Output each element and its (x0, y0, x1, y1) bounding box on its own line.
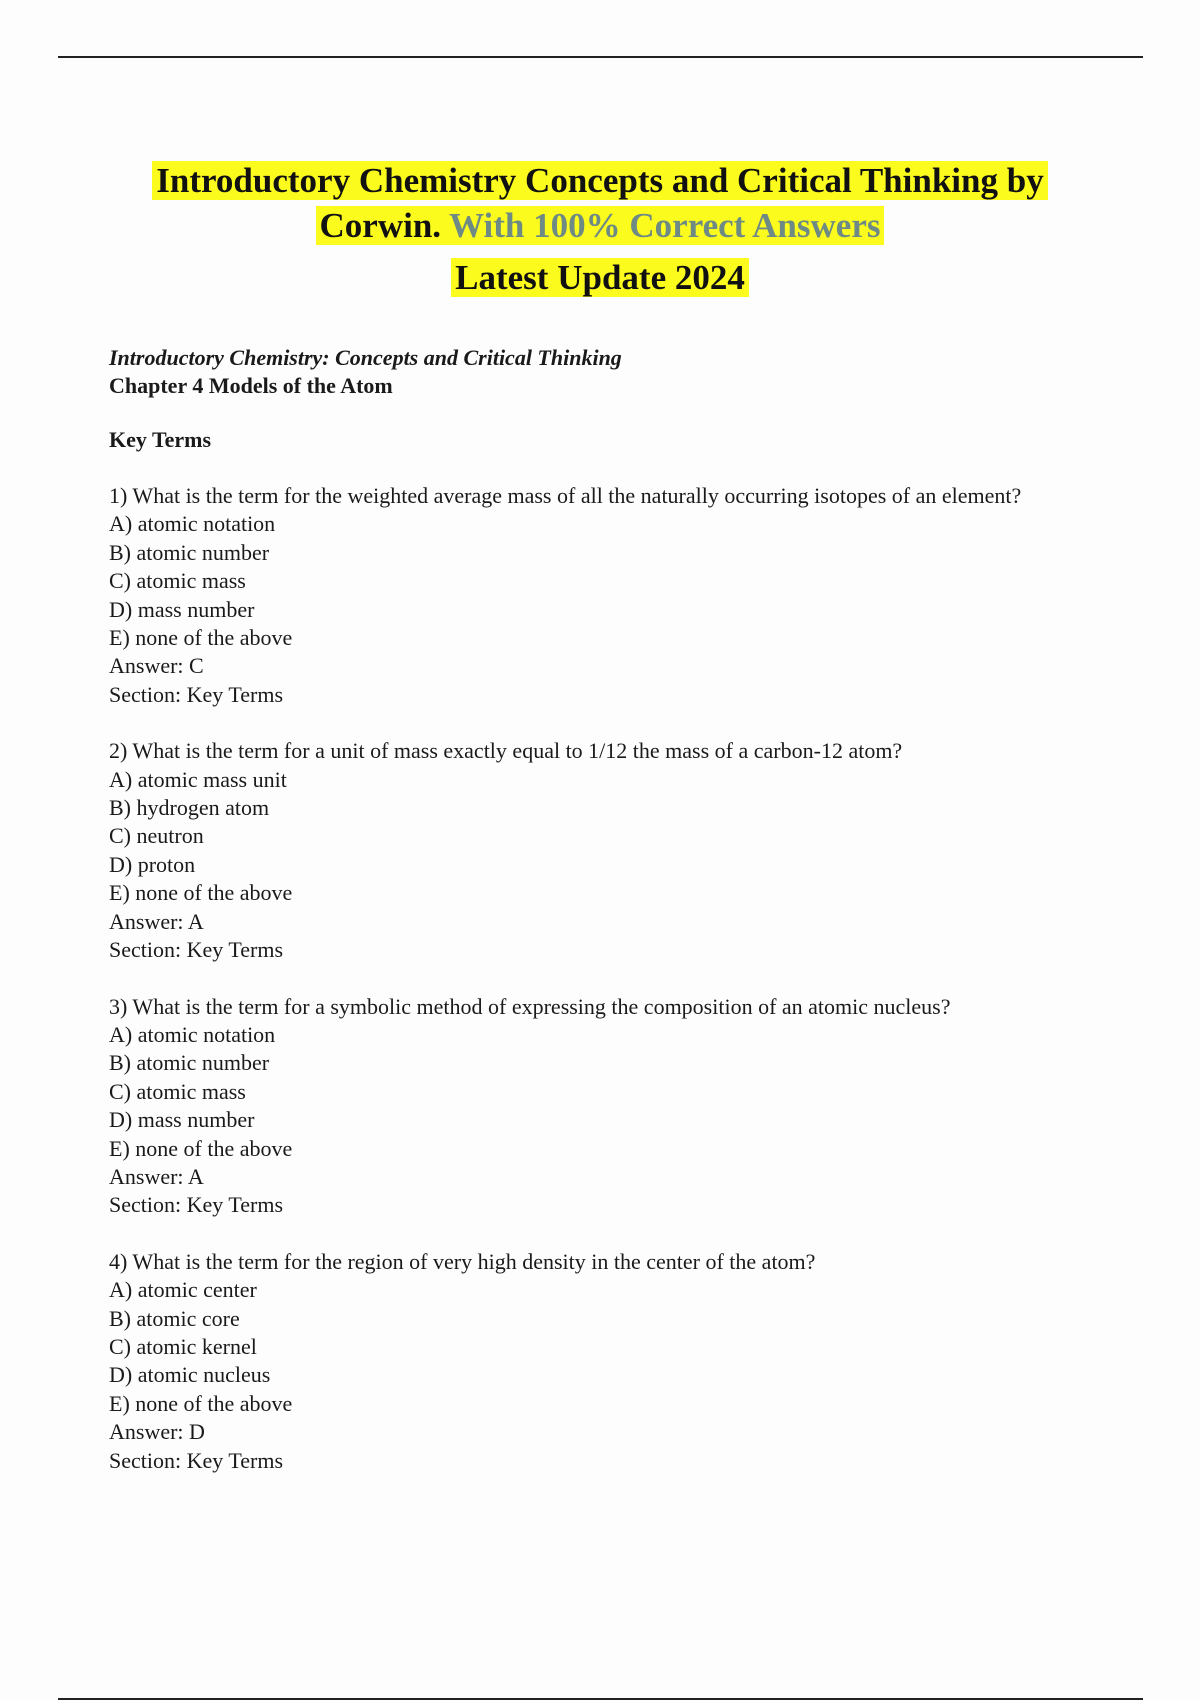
question-section: Section: Key Terms (109, 1447, 284, 1473)
answer-option: E) none of the above (109, 1390, 293, 1416)
answer-option: D) proton (109, 851, 196, 877)
answer-option: C) neutron (109, 823, 204, 849)
answer-option: E) none of the above (109, 880, 293, 906)
subject-title: Introductory Chemistry: Concepts and Critical Thinking (109, 345, 622, 370)
answer-key: Answer: A (109, 908, 204, 934)
answer-option: B) atomic number (109, 539, 270, 565)
title-line-2 (0, 204, 1200, 248)
title-line-1 (0, 159, 1200, 203)
title-accent: With 100% Correct Answers (449, 206, 881, 245)
answer-option: D) mass number (109, 596, 255, 622)
answer-option: E) none of the above (109, 1135, 293, 1161)
answer-option: A) atomic notation (109, 511, 276, 537)
question-section: Section: Key Terms (109, 681, 284, 707)
question-section: Section: Key Terms (109, 937, 284, 963)
answer-option: B) hydrogen atom (109, 795, 270, 821)
question-list (109, 482, 1129, 1475)
answer-option: B) atomic core (109, 1305, 240, 1331)
question-section: Section: Key Terms (109, 1192, 284, 1218)
question-block (109, 737, 1129, 964)
section-heading: Key Terms (109, 427, 212, 452)
answer-option: C) atomic mass (109, 1078, 246, 1104)
answer-option: A) atomic center (109, 1277, 257, 1303)
question-text: 4) What is the term for the region of very high density in the center of the atom? (109, 1248, 816, 1274)
answer-option: E) none of the above (109, 625, 293, 651)
title-line-2-highlight (316, 206, 885, 245)
title-line-1-text: Introductory Chemistry Concepts and Critical Thinking by (152, 161, 1047, 200)
chapter-title: Chapter 4 Models of the Atom (109, 373, 393, 398)
question-block (109, 482, 1129, 709)
answer-key: Answer: C (109, 653, 204, 679)
answer-option: D) mass number (109, 1107, 255, 1133)
answer-option: A) atomic notation (109, 1021, 276, 1047)
title-line-3 (0, 256, 1200, 300)
question-text: 1) What is the term for the weighted average mass of all the naturally occurring isotopes of an element? (109, 483, 1022, 508)
question-text: 3) What is the term for a symbolic method of expressing the composition of an atomic nucleus? (109, 993, 951, 1019)
answer-key: Answer: D (109, 1419, 205, 1445)
answer-option: D) atomic nucleus (109, 1362, 271, 1388)
top-rule (58, 56, 1143, 58)
question-text: 2) What is the term for a unit of mass exactly equal to 1/12 the mass of a carbon-12 atom? (109, 738, 903, 764)
question-block (109, 993, 1129, 1220)
answer-option: C) atomic mass (109, 568, 246, 594)
question-block (109, 1248, 1129, 1475)
answer-key: Answer: A (109, 1163, 204, 1189)
answer-option: A) atomic mass unit (109, 766, 287, 792)
document-body (109, 344, 1129, 1475)
answer-option: B) atomic number (109, 1050, 270, 1076)
title-author: Corwin. (319, 206, 442, 245)
answer-option: C) atomic kernel (109, 1333, 257, 1359)
title-line-3-text: Latest Update 2024 (451, 258, 749, 297)
